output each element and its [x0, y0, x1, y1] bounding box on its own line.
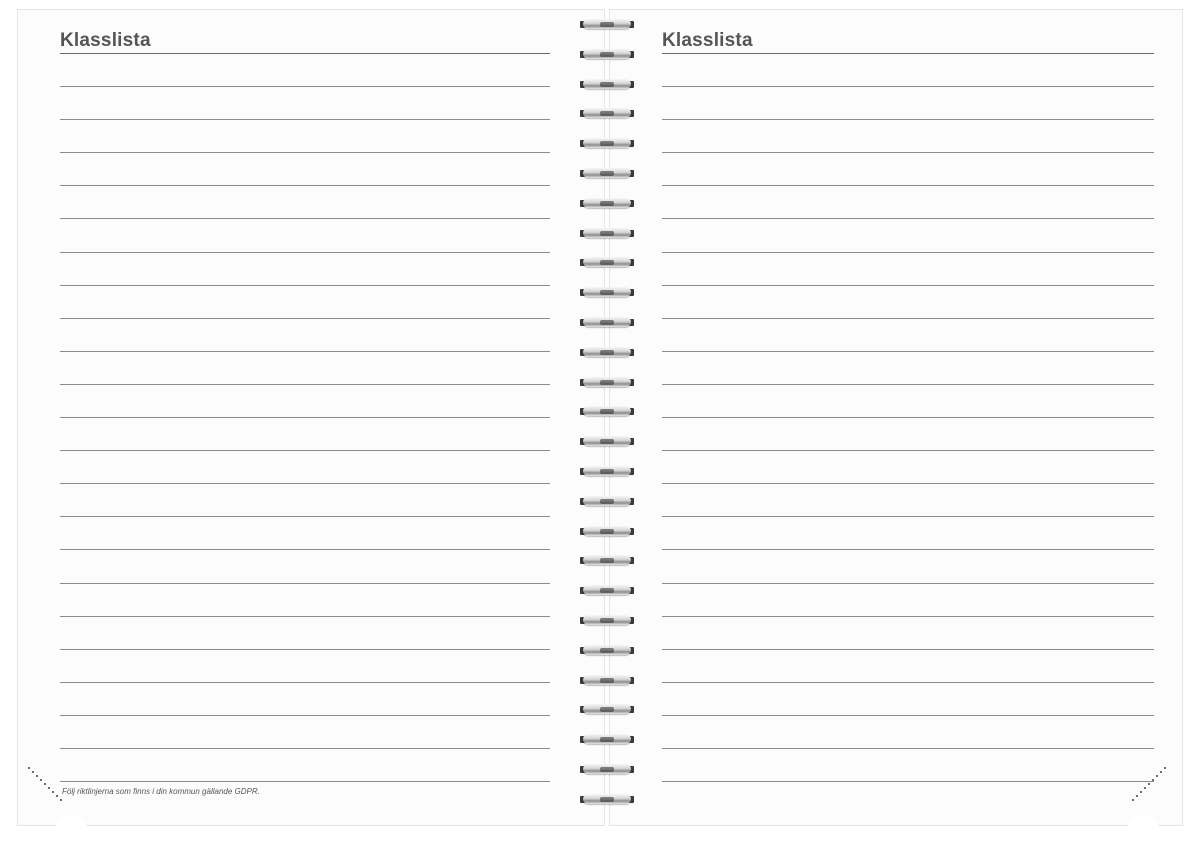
perforation-dot	[44, 783, 46, 785]
perforation-dot	[60, 799, 62, 801]
writing-line	[662, 616, 1154, 617]
writing-line	[60, 218, 550, 219]
writing-line	[60, 86, 550, 87]
writing-line	[60, 682, 550, 683]
writing-line	[662, 583, 1154, 584]
binding-ring	[578, 405, 636, 419]
perforation-dot	[32, 771, 34, 773]
writing-line	[60, 781, 550, 782]
corner-perforation-icon	[1128, 767, 1168, 807]
writing-line	[60, 583, 550, 584]
perforation-dot	[1144, 787, 1146, 789]
page-title: Klasslista	[662, 30, 753, 51]
writing-line	[60, 285, 550, 286]
page-title: Klasslista	[60, 30, 151, 51]
perforation-dot	[28, 767, 30, 769]
writing-line	[662, 450, 1154, 451]
writing-line	[662, 252, 1154, 253]
binding-ring	[578, 78, 636, 92]
writing-line	[662, 384, 1154, 385]
perforation-dot	[40, 779, 42, 781]
writing-line	[662, 483, 1154, 484]
writing-line	[60, 351, 550, 352]
writing-line	[662, 218, 1154, 219]
perforation-dot	[1148, 783, 1150, 785]
writing-line	[662, 119, 1154, 120]
writing-line	[662, 549, 1154, 550]
binding-ring	[578, 554, 636, 568]
binding-ring	[578, 256, 636, 270]
binding-ring	[578, 376, 636, 390]
perforation-dot	[48, 787, 50, 789]
writing-line	[662, 318, 1154, 319]
binding-ring	[578, 763, 636, 777]
writing-line	[662, 351, 1154, 352]
writing-line	[60, 715, 550, 716]
perforation-dot	[1136, 795, 1138, 797]
title-rule	[662, 53, 1154, 54]
binding-ring	[578, 435, 636, 449]
right-page	[610, 10, 1182, 825]
perforation-dot	[1140, 791, 1142, 793]
writing-line	[60, 318, 550, 319]
spiral-binding-icon	[578, 10, 636, 825]
writing-line	[60, 649, 550, 650]
binding-ring	[578, 793, 636, 807]
writing-line	[60, 384, 550, 385]
writing-line	[60, 252, 550, 253]
writing-line	[60, 417, 550, 418]
page-notch	[1128, 816, 1158, 826]
perforation-dot	[1160, 771, 1162, 773]
perforation-dot	[1152, 779, 1154, 781]
writing-line	[60, 516, 550, 517]
binding-ring	[578, 644, 636, 658]
writing-line	[662, 417, 1154, 418]
binding-ring	[578, 286, 636, 300]
writing-line	[662, 748, 1154, 749]
perforation-dot	[52, 791, 54, 793]
binding-ring	[578, 197, 636, 211]
binding-ring	[578, 733, 636, 747]
writing-line	[662, 86, 1154, 87]
binding-ring	[578, 703, 636, 717]
writing-line	[662, 152, 1154, 153]
writing-line	[662, 285, 1154, 286]
gdpr-note: Följ riktlinjerna som finns i din kommun gällande GDPR.	[62, 787, 260, 796]
writing-line	[60, 152, 550, 153]
binding-ring	[578, 346, 636, 360]
binding-ring	[578, 674, 636, 688]
binding-ring	[578, 316, 636, 330]
writing-line	[60, 616, 550, 617]
writing-line	[60, 185, 550, 186]
writing-line	[662, 715, 1154, 716]
writing-line	[60, 119, 550, 120]
writing-line	[662, 682, 1154, 683]
binding-ring	[578, 48, 636, 62]
writing-line	[662, 185, 1154, 186]
binding-ring	[578, 137, 636, 151]
writing-line	[60, 483, 550, 484]
writing-line	[662, 649, 1154, 650]
perforation-dot	[1156, 775, 1158, 777]
binding-ring	[578, 495, 636, 509]
writing-line	[60, 450, 550, 451]
perforation-dot	[1164, 767, 1166, 769]
binding-ring	[578, 584, 636, 598]
binding-ring	[578, 107, 636, 121]
binding-ring	[578, 227, 636, 241]
title-rule	[60, 53, 550, 54]
binding-ring	[578, 614, 636, 628]
perforation-dot	[56, 795, 58, 797]
binding-ring	[578, 167, 636, 181]
writing-line	[60, 549, 550, 550]
binding-ring	[578, 18, 636, 32]
writing-line	[662, 781, 1154, 782]
perforation-dot	[36, 775, 38, 777]
writing-line	[60, 748, 550, 749]
binding-ring	[578, 525, 636, 539]
binding-ring	[578, 465, 636, 479]
page-notch	[56, 816, 86, 826]
writing-line	[662, 516, 1154, 517]
corner-perforation-icon	[28, 767, 68, 807]
left-page	[18, 10, 604, 825]
perforation-dot	[1132, 799, 1134, 801]
